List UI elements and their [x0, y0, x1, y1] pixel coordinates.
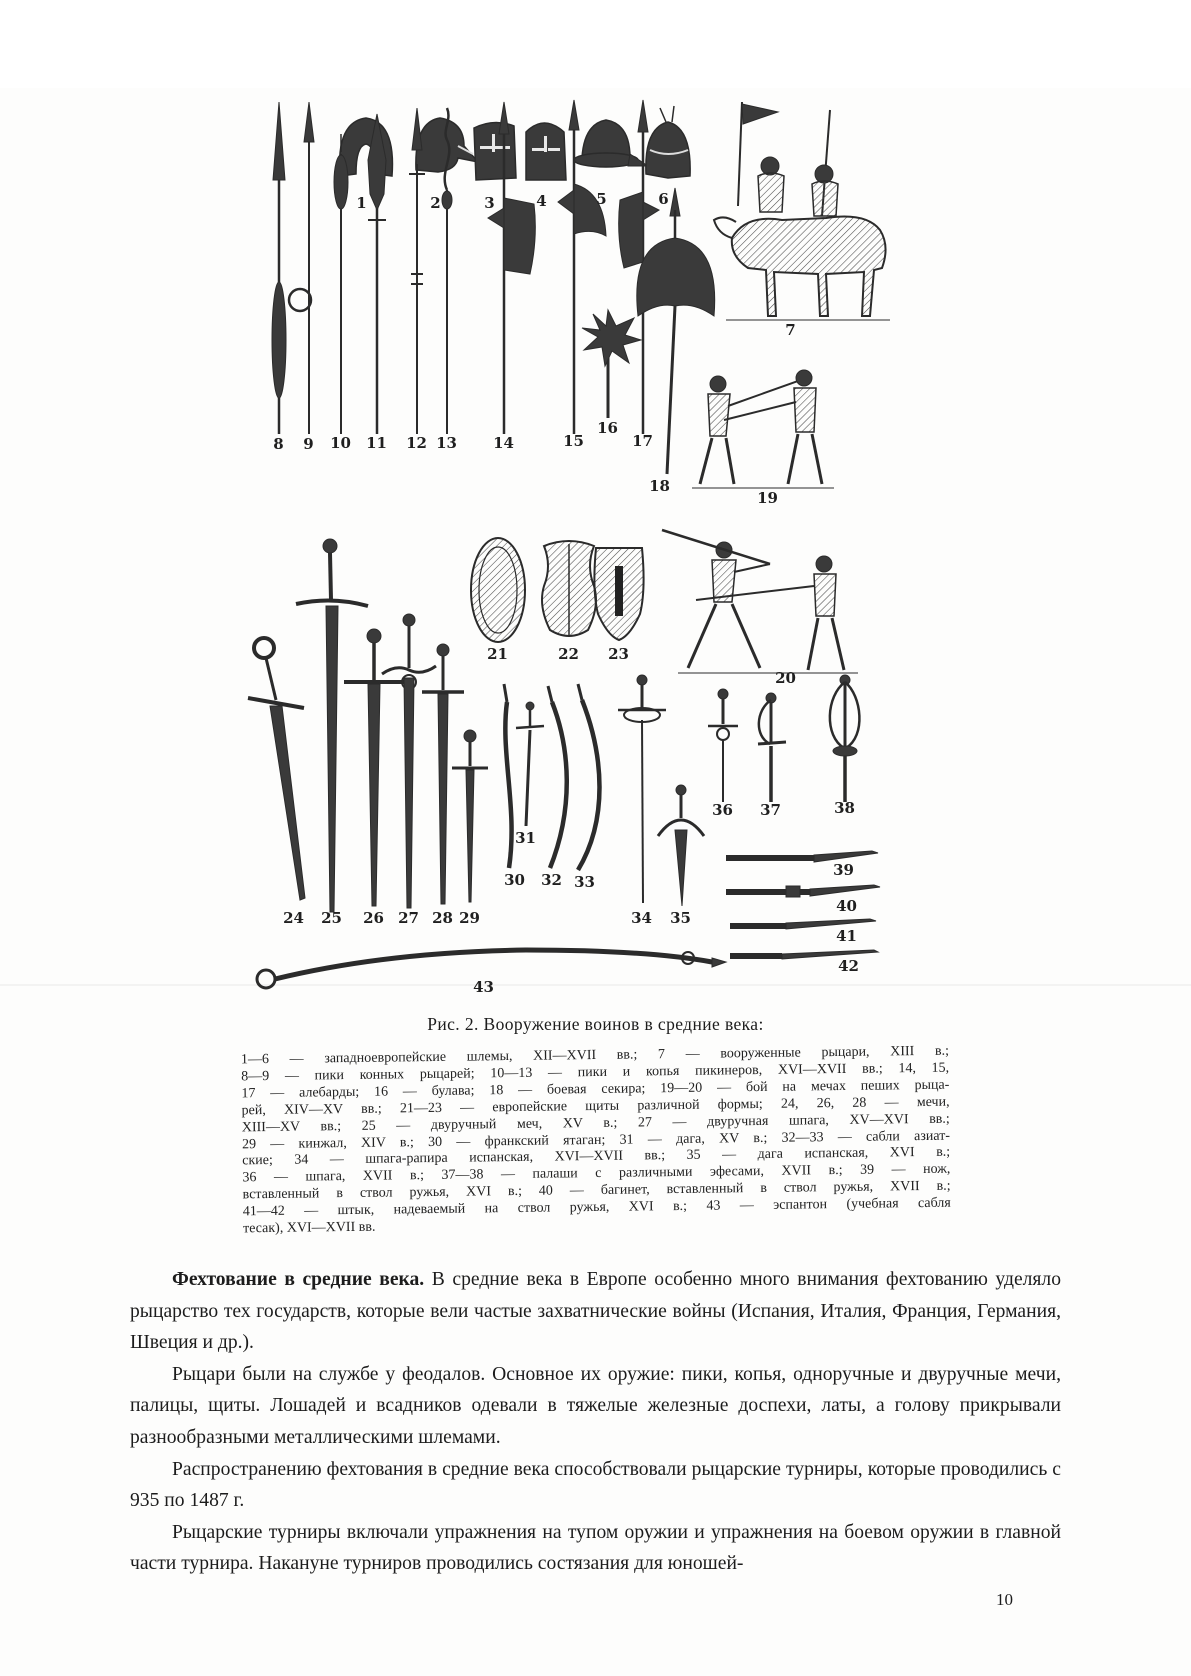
figure-label: 17: [632, 432, 653, 450]
hilted-swords-group: [708, 675, 859, 802]
figure-label: 25: [321, 909, 342, 927]
figure-label: 20: [775, 669, 796, 687]
paragraph-fencing-middle-ages: [130, 1264, 1061, 1359]
figure-label: 10: [330, 434, 351, 452]
figure-label: 1: [356, 194, 367, 212]
figure-label: 18: [649, 477, 670, 495]
caption-line: 17 — алебарды; 16 — булава; 18 — боевая секира; 19—20 — бой на мечах пеших рыца-: [240, 1077, 949, 1102]
caption-line: 29 — кинжал, XIV в.; 30 — франкский ятаган; 31 — дага, XV в.; 32—33 — сабли азиат-: [241, 1128, 950, 1152]
paragraph-tournament-exercises: Рыцарские турниры включали упражнения на тупом оружии и упражнения на боевом оружии в главной части турнира. Накануне турниров проводились состязания для юношей-: [130, 1521, 1061, 1575]
helmets-group: [339, 106, 690, 180]
figure-label: 5: [596, 190, 607, 208]
figure-label: 13: [436, 434, 457, 452]
figure-label: 35: [670, 909, 691, 927]
figure-label: 33: [574, 873, 595, 891]
figure-label: 2: [430, 194, 441, 212]
figure-label: 21: [487, 645, 508, 663]
figure-label: 36: [712, 801, 733, 819]
paragraph-lead: Фехтование в средние века.: [172, 1268, 425, 1290]
foot-knights-19: [692, 370, 834, 488]
figure-2-illustration: [226, 88, 966, 1000]
figure-label: 22: [558, 645, 579, 663]
mounted-knights-engraving: [714, 102, 890, 320]
paragraph-tournaments: Распространению фехтования в средние века способствовали рыцарские турниры, которые проводились с 935 по 1487 г.: [130, 1458, 1061, 1512]
figure-label: 28: [432, 909, 453, 927]
caption-line: 8—9 — пики конных рыцарей; 10—13 — пики и копья пикинеров, XVI—XVII вв.; 14, 15,: [240, 1060, 949, 1085]
figure-label: 19: [757, 489, 778, 507]
figure-label: 40: [836, 897, 857, 915]
caption-line: рей, XIV—XV вв.; 21—23 — европейские щиты различной формы; 24, 26, 28 — мечи,: [241, 1094, 950, 1119]
figure-label: 37: [760, 801, 781, 819]
caption-line: вставленный в ствол ружья, XVI в.; 40 — багинет, вставленный в ствол ружья, XVII в.;: [242, 1178, 951, 1203]
figure-label: 32: [541, 871, 562, 889]
figure-label: 34: [631, 909, 652, 927]
weapons-engraving: [226, 88, 966, 1000]
paragraph-knights-weapons: Рыцари были на службе у феодалов. Основное их оружие: пики, копья, одноручные и двуручные мечи, палицы, щиты. Лошадей и всадников одевали в тяжелые железные доспехи, латы, а голову прикрывали разнообразными металлическими шлемами.: [130, 1363, 1061, 1448]
figure-label: 39: [833, 861, 854, 879]
figure-label: 43: [473, 978, 494, 996]
rapier-daga-group: [618, 675, 704, 906]
caption-line: 36 — шпага, XVII в.; 37—38 — палаши с различными эфесами, XVII в.; 39 — нож,: [241, 1162, 950, 1186]
caption-line: 1—6 — западноевропейские шлемы, XII—XVII вв.; 7 — вооруженные рыцари, XIII в.;: [240, 1043, 949, 1068]
figure-label: 41: [836, 927, 857, 945]
figure-label: 16: [597, 419, 618, 437]
body-text: [130, 1264, 1061, 1580]
figure-label: 42: [838, 957, 859, 975]
figure-caption: [240, 1044, 950, 1239]
paragraph-text: В средние века в Европе особенно много внимания фехтованию уделяло рыцарство тех государств, которые вели частые захватнические войны (Испания, Италия, Франция, Германия, Швеция и др.).: [130, 1268, 1062, 1354]
figure-label: 11: [366, 434, 387, 452]
book-page: [0, 88, 1191, 1676]
caption-line: 41—42 — штык, надеваемый на ствол ружья, XVI в.; 43 — эспантон (учебная сабля: [242, 1195, 951, 1220]
swords-group: [248, 539, 488, 912]
page-number: 10: [996, 1589, 1013, 1609]
figure-label: 14: [493, 434, 514, 452]
figure-label: 7: [785, 321, 796, 339]
figure-label: 12: [406, 434, 427, 452]
figure-label: 29: [459, 909, 480, 927]
figure-label: 26: [363, 909, 384, 927]
figure-label: 8: [273, 435, 284, 453]
shields-group: [471, 538, 644, 642]
figure-label: 24: [283, 909, 304, 927]
figure-label: 6: [658, 190, 669, 208]
caption-line: тесак), XVI—XVII вв.: [242, 1219, 376, 1237]
foot-knights-20: [662, 530, 858, 673]
figure-label: 27: [398, 909, 419, 927]
figure-label: 3: [484, 194, 495, 212]
figure-caption-title: Рис. 2. Вооружение воинов в средние века:: [427, 1014, 764, 1034]
figure-label: 4: [536, 192, 547, 210]
figure-label: 23: [608, 645, 629, 663]
caption-line: ские; 34 — шпага-рапира испанская, XVI—XVII вв.; 35 — дага испанская, XVI в.;: [241, 1145, 950, 1169]
caption-line: XIII—XV вв.; 25 — двуручный меч, XV в.; 27 — двуручная шпага, XV—XVI вв.;: [241, 1111, 950, 1135]
figure-label: 15: [563, 432, 584, 450]
figure-label: 38: [834, 799, 855, 817]
figure-label: 9: [303, 435, 314, 453]
figure-label: 31: [515, 829, 536, 847]
figure-label: 30: [504, 871, 525, 889]
